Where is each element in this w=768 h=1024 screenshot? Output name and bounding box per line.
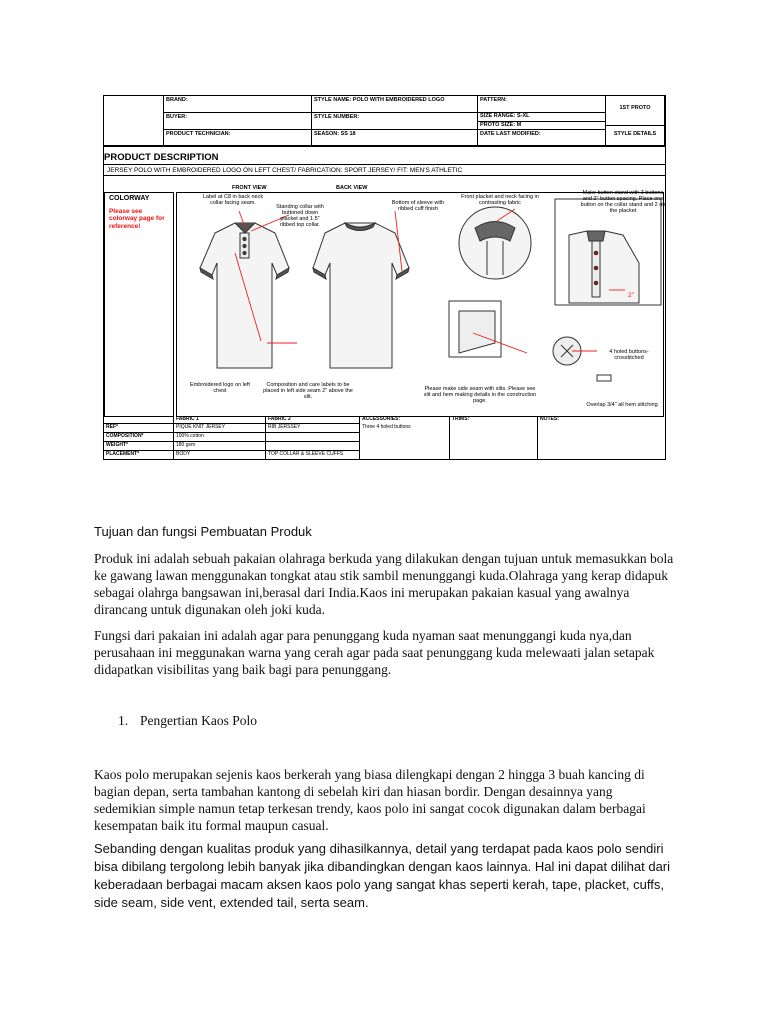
trims-cell: TRIMS:: [450, 416, 538, 460]
two-inch-note: 2": [628, 292, 634, 299]
fabric-row-f2: RIB JERSSEY: [266, 424, 360, 433]
fabric1-header: FABRIC 1: [174, 416, 266, 424]
fabric-table: [104, 416, 665, 460]
paragraph-4: Sebanding dengan kualitas produk yang dihasilkannya, detail yang terdapat pada kaos polo sendiri bisa dibilang tergolong lebih banyak jika dibandingkan dengan kaos lainnya. Hal ini dapat dilihat dari keberadaan berbagai macam aksen kaos polo yang sangat khas seperti kerah, tape, placket, cuffs, side seam, side vent, extended tail, serta seam.: [94, 841, 671, 910]
fabric-row-f1: PIQUE KNIT JERSEY: [174, 424, 266, 433]
proto-size-cell: PROTO SIZE: M: [478, 122, 606, 130]
button-stand-note: Make button stand with 3 buttons and 2" button spacing. Place one button on the collar stand and 2 on the placket: [580, 190, 666, 215]
paragraph-2: Fungsi dari pakaian ini adalah agar para penunggang kuda nyaman saat menunggangi kuda nya,dan perusahaan ini meggunakan warna yang cerah agar pada saat penunggang kuda melewaati jalan setapak didapatkan visibilitas yang baik bagi para penunggang.: [94, 628, 655, 677]
fabric-row-label: REF*: [104, 424, 174, 433]
product-description: JERSEY POLO WITH EMBROIDERED LOGO ON LEFT CHEST/ FABRICATION: SPORT JERSEY/ FIT: MEN'S ATHLETIC: [104, 164, 665, 176]
product-technician-cell: PRODUCT TECHNICIAN:: [164, 130, 312, 146]
accessories-header: ACCESSORIES:: [360, 416, 450, 424]
colorway-title: COLORWAY: [109, 195, 150, 202]
collar-note: Standing collar with buttoned down placket and 1.5" ribbed top collar.: [276, 204, 324, 229]
paragraph-3: Kaos polo merupakan sejenis kaos berkerah yang biasa dilengkapi dengan 2 hingga 3 buah kancing di bagian depan, serta tambahan kantong di sebelah kiri dan hiasan bordir. Dengan desainnya yang sedemikian simple namun tetap terkesan trendy, kaos polo ini sangat cocok digunakan dalam berbagai kesempatan baik itu formal maupun casual.: [94, 767, 646, 833]
tech-spec-sheet: [103, 95, 666, 460]
notes-cell: NOTES:: [540, 416, 559, 422]
fabric-row-f2: [266, 442, 360, 451]
proto-cell: 1ST PROTO: [606, 96, 665, 126]
pattern-cell: PATTERN:: [478, 96, 606, 113]
fabric-row-label: WEIGHT*: [104, 442, 174, 451]
fabric-row-label: PLACEMENT*: [104, 451, 174, 460]
product-description-title: PRODUCT DESCRIPTION: [104, 152, 219, 163]
side-seam-note: Please make side seam with slits. Please see slit and hem making details in the construction page.: [423, 386, 537, 405]
front-view-shirt: [200, 223, 289, 368]
fabric-row-f2: [266, 433, 360, 442]
heading-tujuan: Tujuan dan fungsi Pembuatan Produk: [94, 524, 312, 539]
fabric2-header: FABRIC 2: [266, 416, 360, 424]
spec-header: [104, 96, 665, 147]
collar-detail-circle: [459, 207, 531, 279]
fabric-row-f1: 100% cotton: [174, 433, 266, 442]
paragraph-1: Produk ini adalah sebuah pakaian olahraga berkuda yang dilakukan dengan tujuan untuk memasukkan bola ke gawang lawan menggunakan tongkat atau stik sambil menunggangi kuda.Olahraga yang kerap didapuk sebagai olahrga bangsawan ini,berasal dari India.Kaos ini merupakan pakaian kasual yang awalnya dirancang untuk digunakan oleh joki kuda.: [94, 551, 674, 617]
colorway-box: [104, 192, 174, 417]
front-placket-note: Front placket and neck facing in contrasting fabric: [461, 194, 539, 207]
fabric-row-f1: 180 gsm: [174, 442, 266, 451]
back-view-label: BACK VIEW: [336, 185, 368, 191]
size-range-cell: SIZE RANGE: S-XL: [478, 113, 606, 122]
hem-detail: [449, 301, 501, 357]
style-name-cell: STYLE NAME: POLO WITH EMBROIDERED LOGO: [312, 96, 478, 113]
embroidered-note: Embroidered logo on left chest: [190, 382, 250, 395]
accessories-value: Three 4 holed buttons: [360, 424, 450, 460]
style-details-cell: STYLE DETAILS: [606, 126, 665, 146]
fabric-corner: [104, 416, 174, 424]
list-item-pengertian: Pengertian Kaos Polo: [140, 713, 257, 728]
list-number: 1.: [118, 713, 129, 728]
overlap-note: Overlap 3/4" all hem stitching: [586, 402, 658, 408]
fabric-row-label: COMPOSITION*: [104, 433, 174, 442]
buyer-cell: BUYER:: [164, 113, 312, 130]
fabric-row-f1: BODY: [174, 451, 266, 460]
label-note: Label at C8 in back neck collar facing seam.: [202, 194, 264, 207]
date-modified-cell: DATE LAST MODIFIED:: [478, 130, 606, 146]
brand-cell: BRAND:: [164, 96, 312, 113]
season-cell: SEASON: SS 18: [312, 130, 478, 146]
front-view-label: FRONT VIEW: [232, 185, 267, 191]
sleeve-note: Bottom of sleeve with ribbed cuff finish: [391, 200, 445, 213]
style-number-cell: STYLE NUMBER:: [312, 113, 478, 130]
placket-detail: [555, 199, 661, 305]
back-view-shirt: [313, 223, 409, 368]
buttons-note: 4 holed buttons- crosstitched: [609, 349, 649, 362]
composition-note: Composition and care labels to be placed in left side seam 2" above the slit.: [263, 382, 353, 401]
colorway-note: Please see colorway page for reference!: [109, 208, 165, 230]
fabric-row-f2: TOP COLLAR & SLEEVE CUFFS: [266, 451, 360, 460]
logo-box: [104, 96, 164, 146]
